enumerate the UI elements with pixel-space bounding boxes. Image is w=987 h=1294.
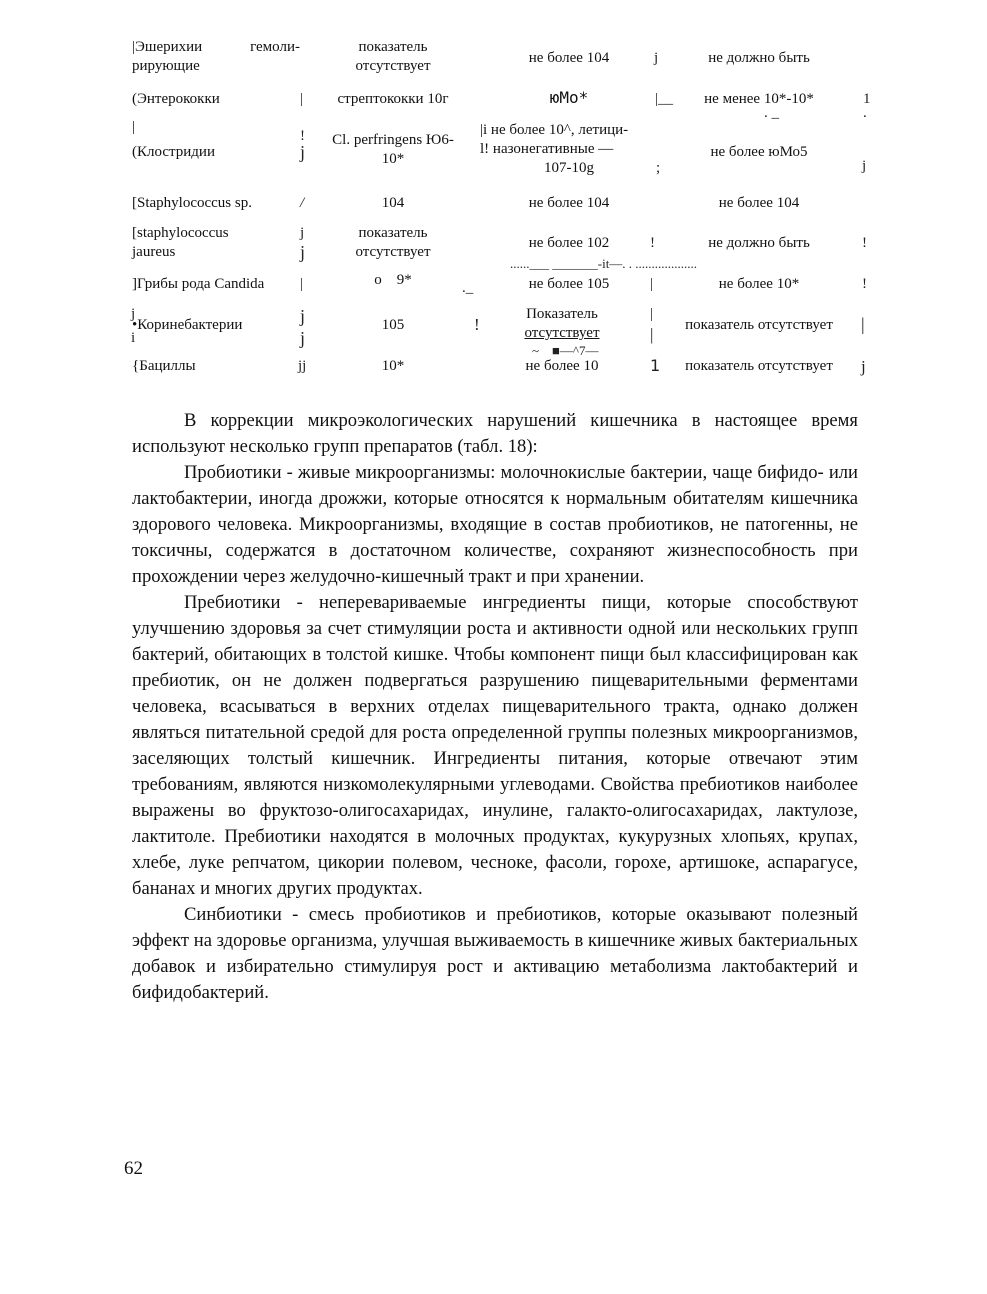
- cell-line: юМо*: [549, 88, 589, 107]
- cell-line: •Коринебактерии: [132, 317, 243, 333]
- scan-mark: .: [863, 105, 867, 121]
- scan-mark: ;: [656, 160, 661, 176]
- cell-line: не более 104: [528, 50, 610, 66]
- cell-line: отсутствует: [355, 58, 431, 74]
- cell-line: 10*: [381, 358, 405, 374]
- cell-line: не должно быть: [708, 50, 810, 66]
- table-cell: [478, 194, 660, 213]
- table-cell: [666, 90, 852, 109]
- cell-line: не более юМо5: [710, 144, 808, 160]
- scan-mark: |: [861, 314, 865, 334]
- scan-mark: |: [650, 325, 654, 344]
- cell-line: ]Грибы рода Candida: [132, 276, 265, 292]
- cell-line: не менее 10*-10*: [704, 91, 814, 107]
- scan-mark: !: [650, 235, 655, 251]
- table-cell: [478, 88, 660, 107]
- table-cell: [318, 316, 468, 335]
- scan-mark: i: [131, 330, 136, 346]
- cell-line: 104: [381, 195, 405, 211]
- cell-line: не более 10*: [718, 276, 800, 292]
- cell-line: {Бациллы: [132, 358, 196, 374]
- table-cell: [666, 234, 852, 253]
- cell-line: показатель отсутствует: [685, 317, 833, 333]
- scan-mark: ~ ■—^7—: [532, 343, 599, 358]
- scan-mark: j: [300, 328, 306, 348]
- table-cell: [318, 224, 468, 262]
- table-cell: [132, 194, 304, 213]
- scan-mark: j: [300, 242, 306, 262]
- table-cell: [132, 224, 304, 262]
- table-cell: [666, 49, 852, 68]
- scan-mark: j: [131, 306, 136, 322]
- cell-line: (Энтерококки: [132, 91, 220, 107]
- cell-line: рирующие: [132, 58, 200, 74]
- table-cell: [666, 194, 852, 213]
- cell-line: показатель отсутствует: [685, 358, 833, 374]
- cell-line: |i не более 10^, летици-: [480, 122, 629, 138]
- scan-mark: |: [300, 91, 304, 107]
- scan-mark: 1: [650, 356, 661, 375]
- cell-line: не должно быть: [708, 235, 810, 251]
- cell-line: не более 104: [718, 195, 800, 211]
- table-cell: [666, 316, 852, 335]
- scan-mark: j: [300, 142, 306, 162]
- scan-mark: ......___ _______-it—. . ...................: [510, 256, 698, 271]
- table-cell: [132, 316, 304, 335]
- scan-mark: /: [300, 195, 305, 211]
- scan-mark: |: [300, 276, 304, 292]
- scan-mark: j: [654, 50, 659, 66]
- table-cell: [478, 234, 660, 253]
- cell-line: не более 102: [528, 235, 610, 251]
- cell-line: не более 104: [528, 195, 610, 211]
- scan-mark: j: [300, 225, 305, 241]
- paragraph: Пробиотики - живые микроорганизмы: молочнокислые бактерии, чаще бифидо- или лактобактерии, иногда дрожжи, которые относятся к нормальным обитателям кишечника здорового человека. Микроорганизмы, входящие в состав пробиотиков, не патогенны, не токсичны, содержатся в достаточном количестве, сохраняют жизнеспособность при прохождении через желудочно-кишечный тракт и при хранении.: [132, 462, 858, 587]
- table-cell: [132, 90, 304, 109]
- microflora-table: [0, 0, 987, 400]
- cell-line: Cl. perfringens Ю6-: [332, 132, 454, 148]
- cell-line: 107-10g: [544, 160, 594, 176]
- scan-mark: |__: [655, 91, 674, 107]
- table-cell: [318, 194, 468, 213]
- table-cell: [472, 305, 652, 343]
- cell-line: отсутствует: [524, 325, 600, 341]
- cell-line: |: [132, 119, 136, 135]
- table-cell: [318, 90, 468, 109]
- cell-line: не более 105: [528, 276, 610, 292]
- cell-line: Показатель: [526, 306, 598, 322]
- cell-line: не более 10: [525, 358, 599, 374]
- table-cell: [132, 275, 304, 294]
- table-cell: [666, 357, 852, 376]
- table-cell: [478, 275, 660, 294]
- table-cell: [666, 143, 852, 162]
- paragraph: Синбиотики - смесь пробиотиков и пребиотиков, которые оказывают полезный эффект на здоровье организма, улучшая выживаемость в кишечнике живых бактериальных добавок и избирательно стимулируя рост и активацию метаболизма лактобактерий и бифидобактерий.: [132, 904, 858, 1003]
- cell-line: jaureus: [132, 244, 176, 260]
- table-cell: [318, 38, 468, 76]
- scan-mark: !: [862, 276, 867, 292]
- scan-mark: j: [861, 357, 866, 376]
- scan-mark: j: [300, 306, 306, 326]
- scan-mark: !: [862, 235, 867, 251]
- cell-line: o 9*: [374, 272, 412, 288]
- cell-line: стрептококки 10г: [337, 91, 449, 107]
- paragraph: Пребиотики - неперевариваемые ингредиенты пищи, которые способствуют улучшению здоровья за счет стимуляции роста и активности одной или нескольких групп бактерий, обитающих в толстой кишке. Чтобы компонент пищи был классифицирован как пребиотик, он не должен подвергаться разрушению пищеварительными ферментами человека, всасываться в верхних отделах пищеварительного тракта, однако должен являться питательной средой для роста определенной группы полезных микроорганизмов, заселяющих толстый кишечник. Ингредиенты питания, которые отвечают этим требованиям, являются низкомолекулярными углеводами. Свойства пребиотиков наиболее выражены во фруктозо-олигосахаридах, инулине, галакто-олигосахаридах, лактулозе, лактитоле. Пребиотики находятся в молочных продуктах, кукурузных хлопьях, крупах, хлебе, луке репчатом, цикории полевом, чесноке, фасоли, горохе, артишоке, аспарагусе, бананах и многих других продуктах.: [132, 592, 858, 899]
- table-cell: [318, 131, 468, 169]
- body-text: [132, 408, 858, 1006]
- cell-line: 105: [381, 317, 405, 333]
- scan-mark: j: [862, 158, 867, 174]
- cell-line: отсутствует: [355, 244, 431, 260]
- cell-line: показатель: [358, 225, 428, 241]
- scan-mark: 1: [863, 91, 871, 107]
- cell-line: |Эшерихии гемоли-: [132, 39, 300, 55]
- table-cell: [478, 121, 660, 178]
- table-cell: [132, 357, 307, 376]
- scan-mark: !: [474, 315, 480, 334]
- scan-mark: |: [650, 306, 654, 322]
- cell-line: 10*: [381, 151, 405, 167]
- scan-mark: jj: [298, 358, 307, 374]
- paragraph: В коррекции микроэкологических нарушений кишечника в настоящее время используют несколько групп препаратов (табл. 18):: [132, 410, 858, 457]
- scan-mark: ._: [462, 280, 474, 296]
- table-cell: [666, 275, 852, 294]
- scan-mark: |: [650, 276, 654, 292]
- table-cell: [318, 357, 468, 376]
- page-number: 62: [124, 1158, 143, 1179]
- cell-line: показатель: [358, 39, 428, 55]
- cell-line: l! назонегативные —: [480, 141, 614, 157]
- table-cell: [478, 49, 660, 68]
- table-cell: [132, 38, 304, 76]
- scan-mark: . _: [764, 105, 779, 121]
- scan-mark: !: [300, 128, 305, 144]
- table-cell: [472, 357, 652, 376]
- table-cell: [132, 121, 304, 162]
- table-cell: [318, 271, 468, 290]
- cell-line: [staphylococcus: [132, 225, 229, 241]
- cell-line: (Клостридии: [132, 144, 215, 160]
- cell-line: [Staphylococcus sp.: [132, 195, 252, 211]
